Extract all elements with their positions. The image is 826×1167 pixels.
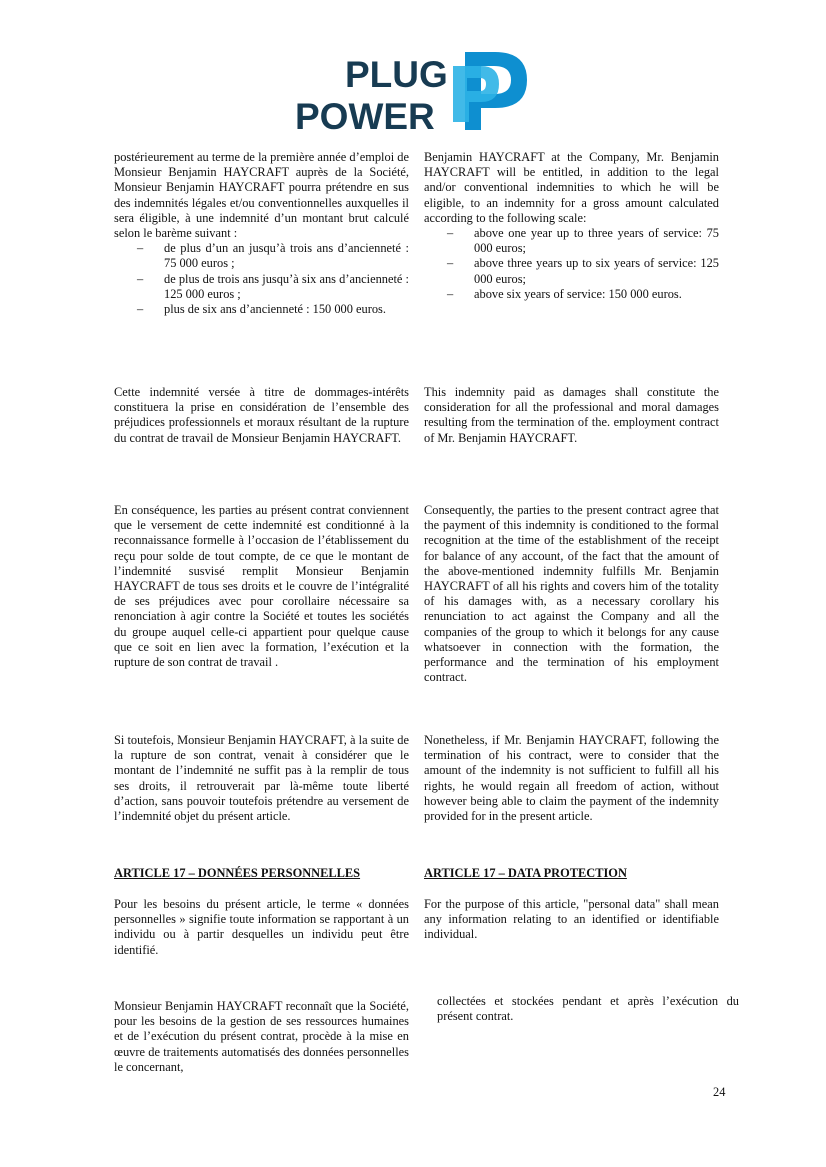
fr-damages-paragraph: Cette indemnité versée à titre de dommages-intérêts constituera la prise en considération de l’ensemble des préjudices professionnels et moraux résultant de la rupture du contrat de travail de Monsieur Benjamin HAYCRAFT. [114,385,409,445]
data-processing-continuation: collectées et stockées pendant et après l’exécution du présent contrat. [437,994,739,1024]
en-indemnity-scale-list [424,226,719,302]
page-number: 24 [713,1085,726,1099]
fr-personal-data-definition: Pour les besoins du présent article, le terme « données personnelles » signifie toute information se rapportant à un individu ou à partir desquelles un individu peut être identifié. [114,897,409,957]
logo-graphic [295,46,535,134]
fr-article-17-heading: ARTICLE 17 – DONNÉES PERSONNELLES [114,866,361,880]
en-damages-paragraph: This indemnity paid as damages shall constitute the consideration for all the professional and moral damages resulting from the termination of the. employment contract of Mr. Benjamin HAYCRAFT. [424,385,719,445]
fr-indemnity-scale-list [114,241,409,317]
list-item: – plus de six ans d’ancienneté : 150 000 euros. [114,302,409,317]
fr-consequence-paragraph: En conséquence, les parties au présent contrat conviennent que le versement de cette indemnité est conditionné à la reconnaissance formelle à l’occasion de l’établissement du reçu pour solde de tout compte, de ce que le montant de l’indemnité susvisé remplit Monsieur Benjamin HAYCRAFT de tous ses droits et le couvre de l’intégralité de ses préjudices avec pour corollaire nécessaire sa renonciation à agir contre la Société et toutes les sociétés du groupe auquel celle-ci appartient pour quelque cause que ce soit en lien avec la formation, l’exécution et la rupture de son contrat de travail . [114,503,409,670]
list-item: – de plus de trois ans jusqu’à six ans d’ancienneté : 125 000 euros ; [114,272,409,302]
en-consequence-paragraph: Consequently, the parties to the present contract agree that the payment of this indemnity is conditioned to the formal recognition at the time of the establishment of the receipt for balance of any account, of the fact that the amount of the above-mentioned indemnity fulfills Mr. Benjamin HAYCRAFT of all his rights and covers him of the totality of his damages with, as a necessary corollary his renunciation to act against the Company and all the companies of the group to which it belongs for any cause whatsoever in connection with the formation, the performance and the termination of his employment contract. [424,503,719,685]
list-item: – above three years up to six years of service: 125 000 euros; [424,256,719,286]
en-nonetheless-paragraph: Nonetheless, if Mr. Benjamin HAYCRAFT, following the termination of his contract, were to consider that the amount of the indemnity is not sufficient to fulfill all his rights, he would regain all freedom of action, without however being able to claim the payment of the indemnity provided for in the present article. [424,733,719,824]
logo-p-mark [453,52,527,130]
en-indemnity-intro: Benjamin HAYCRAFT at the Company, Mr. Benjamin HAYCRAFT will be entitled, in addition to the legal and/or conventional indemnities to which he will be eligible, to an indemnity for a gross amount calculated according to the following scale: [424,150,719,225]
list-item: – de plus d’un an jusqu’à trois ans d’ancienneté : 75 000 euros ; [114,241,409,271]
list-item: – above one year up to three years of service: 75 000 euros; [424,226,719,256]
en-article-17-heading: ARTICLE 17 – DATA PROTECTION [424,866,627,880]
fr-nonetheless-paragraph: Si toutefois, Monsieur Benjamin HAYCRAFT, à la suite de la rupture de son contrat, venait à considérer que le montant de l’indemnité ne suffit pas à la remplir de tous ses droits, il retrouverait par là-même toute liberté d’action, sans pouvoir toutefois prétendre au versement de l’indemnité objet du présent article. [114,733,409,824]
fr-indemnity-scale-section [114,150,409,317]
logo-text-plug: PLUG [345,54,448,95]
plug-power-logo [295,46,535,134]
en-personal-data-definition: For the purpose of this article, "personal data" shall mean any information relating to an identified or identifiable individual. [424,897,719,942]
logo-text-power: POWER [295,96,435,134]
list-item: – above six years of service: 150 000 euros. [424,287,719,302]
fr-data-processing-paragraph: Monsieur Benjamin HAYCRAFT reconnaît que la Société, pour les besoins de la gestion de ses ressources humaines et de l’exécution du présent contrat, procède à la mise en œuvre de traitements automatisés des données personnelles le concernant, [114,999,409,1074]
en-indemnity-scale-section [424,150,719,302]
fr-indemnity-intro: postérieurement au terme de la première année d’emploi de Monsieur Benjamin HAYCRAFT auprès de la Société, Monsieur Benjamin HAYCRAFT pourra prétendre en sus des indemnités légales et/ou conventionnelles auxquelles il sera éligible, à une indemnité d’un montant brut calculé selon le barème suivant : [114,150,409,241]
